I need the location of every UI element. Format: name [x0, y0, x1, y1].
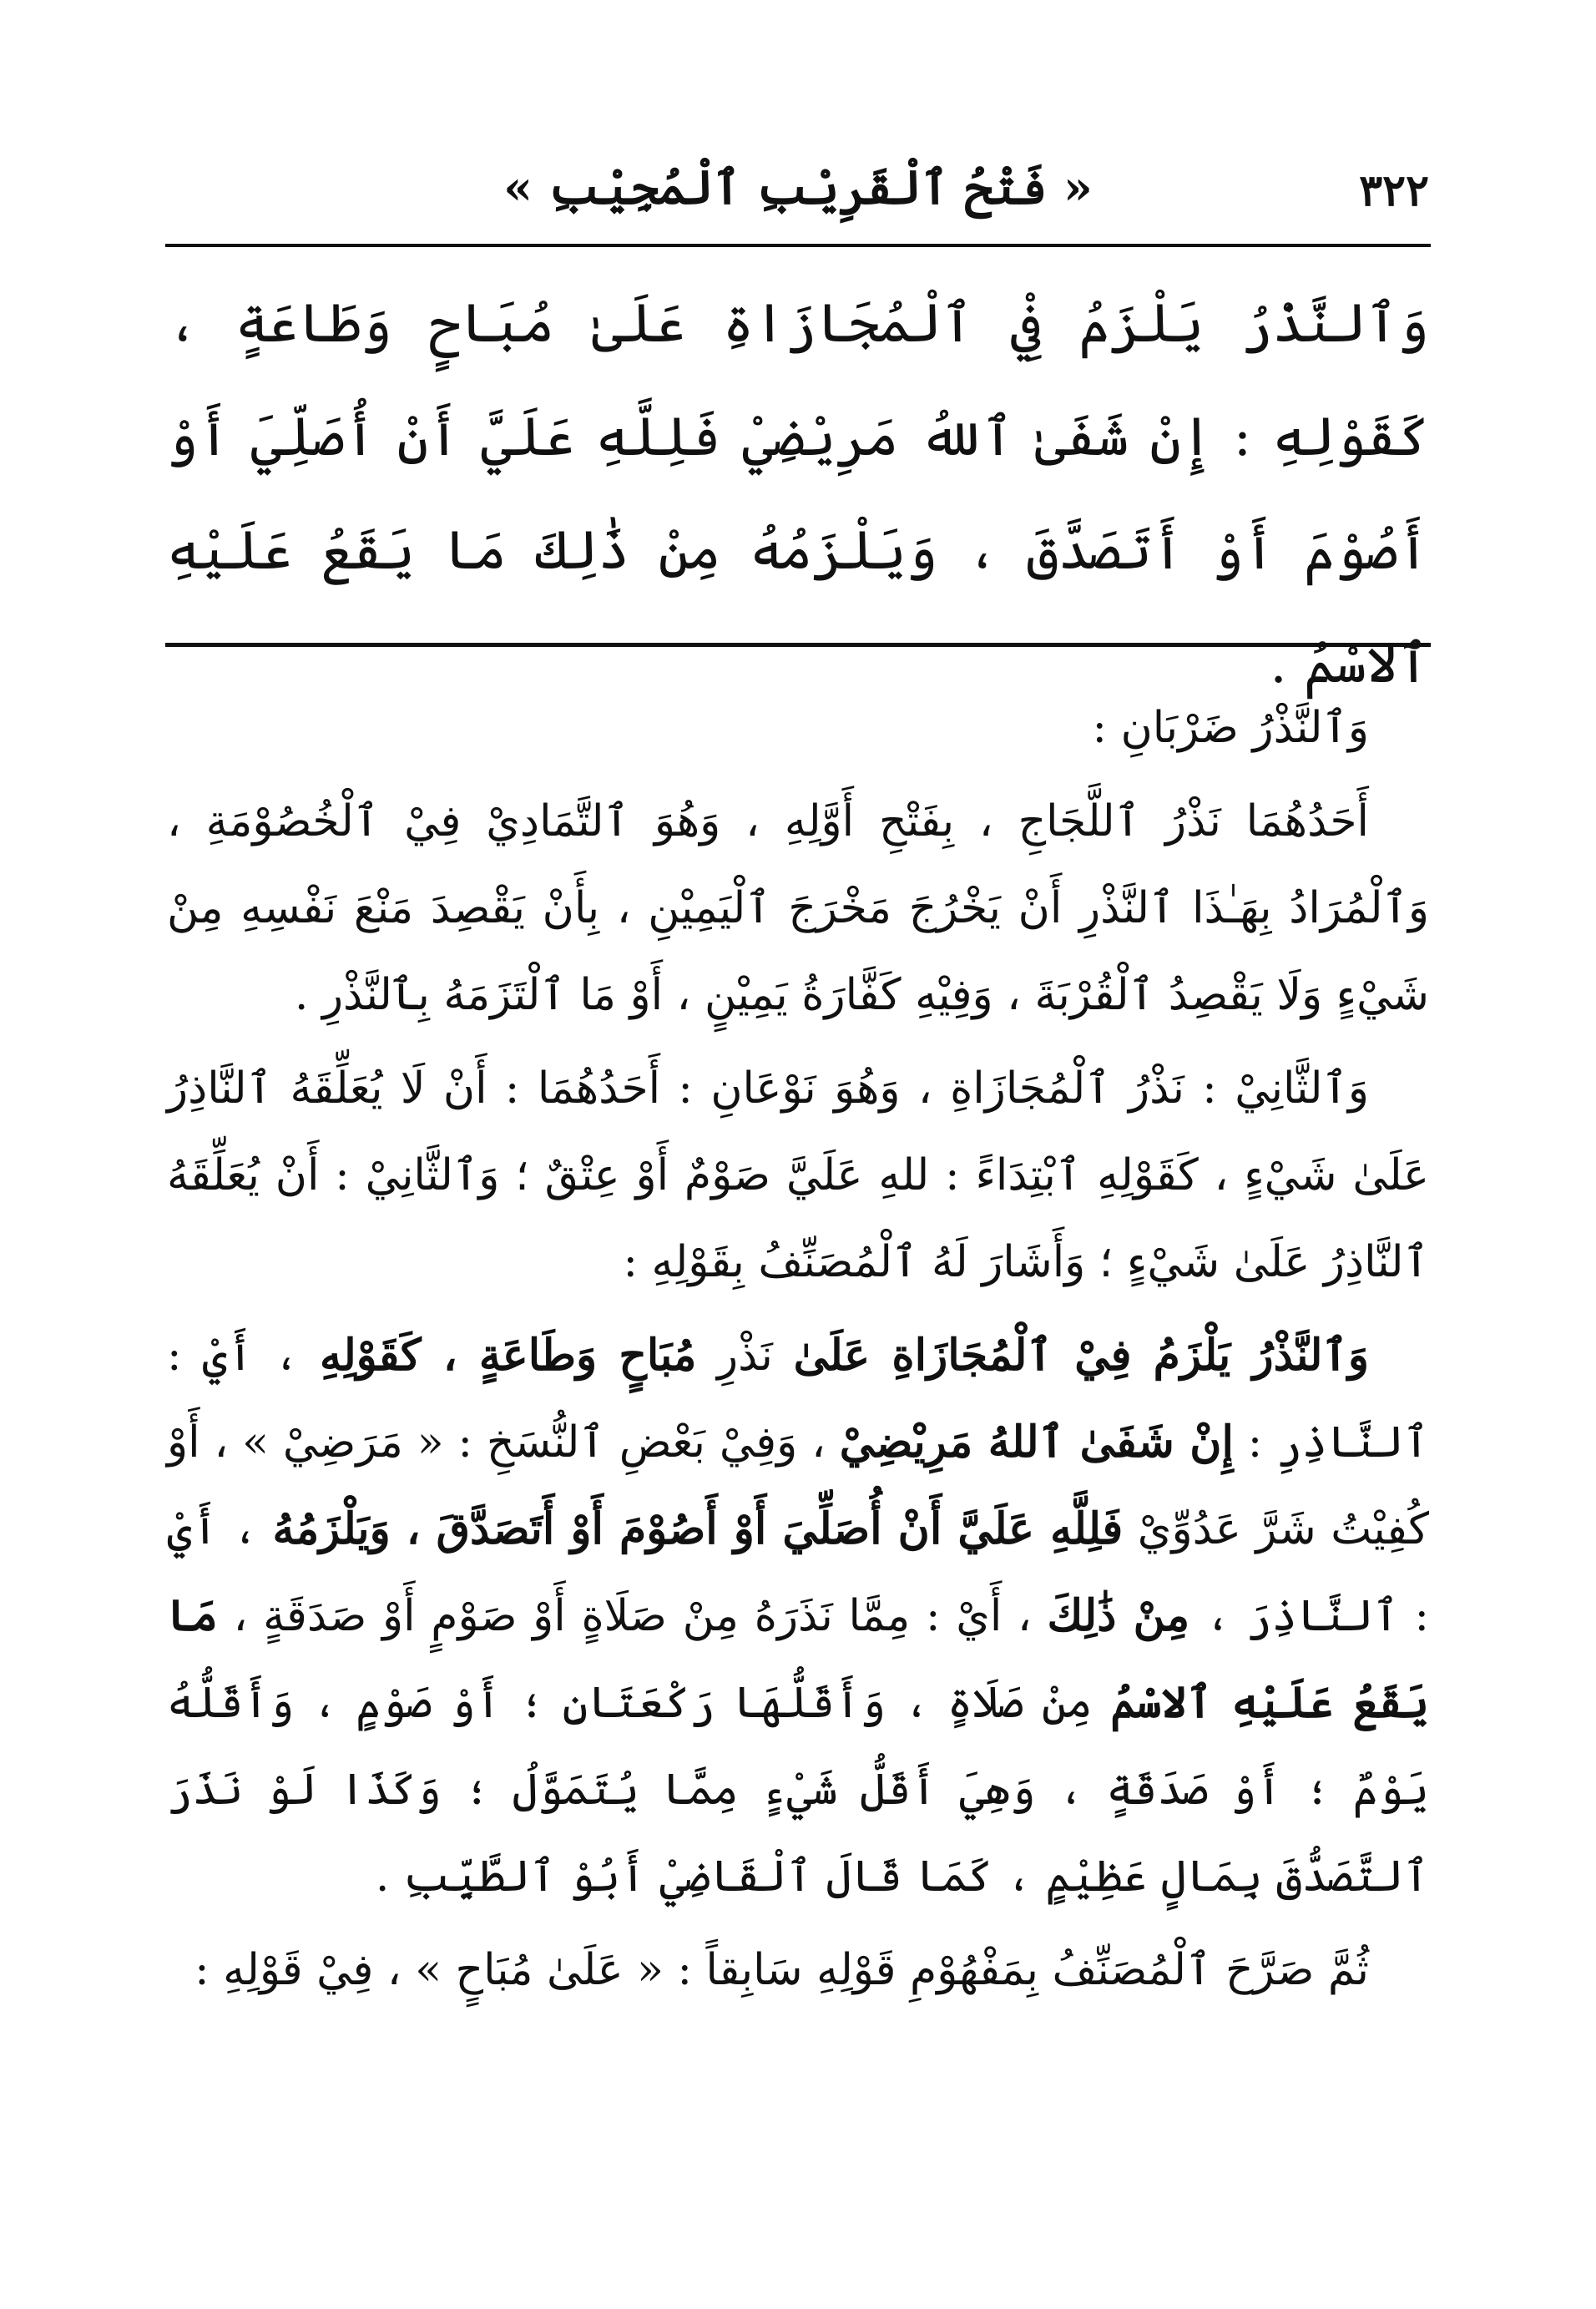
- matn-quote: وَٱلنَّذْرُ يَلْزَمُ فِيْ ٱلْمُجَازَاةِ عَلَىٰ: [793, 1330, 1370, 1381]
- commentary-text: نَذْرِ: [696, 1331, 794, 1381]
- commentary-text: مِنْ صَلَاةٍ ، وَأَقَلُّهَا رَكْعَتَانِ ؛ أَوْ صَوْمٍ ، وَأَقَلُّهُ يَوْمٌ ؛ أَوْ صَدَقَةٍ ، وَهِيَ أَقَلُّ شَيْءٍ مِمَّا يُتَمَوَّلُ ؛ وَكَذَا لَوْ نَذَرَ ٱلتَّصَدُّقَ بِمَالٍ عَظِيْمٍ ، كَمَا قَالَ ٱلْقَاضِيْ أَبُوْ ٱلطَّيِّبِ .: [167, 1678, 1429, 1902]
- sharh-paragraph: أَحَدُهُمَا نَذْرُ ٱللَّجَاجِ ، بِفَتْحِ أَوَّلِهِ ، وَهُوَ ٱلتَّمَادِيْ فِيْ ٱلْخُصُوْمَةِ ، وَٱلْمُرَادُ بِهَـٰذَا ٱلنَّذْرِ أَنْ يَخْرُجَ مَخْرَجَ ٱلْيَمِيْنِ ، بِأَنْ يَقْصِدَ مَنْعَ نَفْسِهِ مِنْ شَيْءٍ وَلَا يَقْصِدُ ٱلْقُرْبَةَ ، وَفِيْهِ كَفَّارَةُ يَمِيْنٍ ، أَوْ مَا ٱلْتَزَمَهُ بِٱلنَّذْرِ .: [167, 796, 1429, 1020]
- matn-quote: مُبَاحٍ وَطَاعَةٍ ، كَقَوْلِهِ: [319, 1330, 697, 1381]
- sharh-paragraph: ثُمَّ صَرَّحَ ٱلْمُصَنِّفُ بِمَفْهُوْمِ قَوْلِهِ سَابِقاً : « عَلَىٰ مُبَاحٍ » ، فِيْ قَوْلِهِ :: [194, 1945, 1369, 1995]
- commentary-text: ، أَيْ : ٱلنَّاذِرِ :: [167, 1331, 1430, 1468]
- sharh-paragraph-with-matn: [167, 1312, 1429, 1920]
- sharh-commentary: [167, 685, 1429, 2013]
- matn-quote: إِنْ شَفَىٰ ٱللهُ مَرِيْضِيْ: [839, 1417, 1234, 1468]
- matn-quote: مِنْ ذَٰلِكَ: [1047, 1590, 1190, 1641]
- book-title: « فَتْحُ ٱلْقَرِيْبِ ٱلْمُجِيْبِ »: [503, 160, 1093, 215]
- sharh-paragraph: وَٱلنَّذْرُ ضَرْبَانِ :: [1092, 703, 1369, 753]
- matn-text: وَٱلنَّذْرُ يَلْزَمُ فِيْ ٱلْمُجَازَاةِ عَلَىٰ مُبَاحٍ وَطَاعَةٍ ، كَقَوْلِهِ : إِنْ شَفَىٰ ٱللهُ مَرِيْضِيْ فَلِلَّهِ عَلَيَّ أَنْ أُصَلِّيَ أَوْ أَصُوْمَ أَوْ أَتَصَدَّقَ ، وَيَلْزَمُهُ مِنْ ذَٰلِكَ مَا يَقَعُ عَلَيْهِ ٱلاسْمُ .: [167, 293, 1429, 695]
- matn-sharh-divider: [165, 643, 1431, 647]
- header-rule: [165, 244, 1431, 247]
- running-header: [167, 157, 1429, 224]
- sharh-paragraph: وَٱلثَّانِيْ : نَذْرُ ٱلْمُجَازَاةِ ، وَهُوَ نَوْعَانِ : أَحَدُهُمَا : أَنْ لَا يُعَلِّقَهُ ٱلنَّاذِرُ عَلَىٰ شَيْءٍ ، كَقَوْلِهِ ٱبْتِدَاءً : للهِ عَلَيَّ صَوْمٌ أَوْ عِتْقٌ ؛ وَٱلثَّانِيْ : أَنْ يُعَلِّقَهُ ٱلنَّاذِرُ عَلَىٰ شَيْءٍ ؛ وَأَشَارَ لَهُ ٱلْمُصَنِّفُ بِقَوْلِهِ :: [167, 1064, 1429, 1287]
- matn-quote: فَلِلَّهِ عَلَيَّ أَنْ أُصَلِّيَ أَوْ أَصُوْمَ أَوْ أَتَصَدَّقَ ، وَيَلْزَمُهُ: [272, 1503, 1124, 1554]
- matn-quote: مَا يَقَعُ عَلَيْهِ ٱلاسْمُ: [167, 1590, 1429, 1728]
- commentary-text: ، أَيْ : مِمَّا نَذَرَهُ مِنْ صَلَاةٍ أَوْ صَوْمٍ أَوْ صَدَقَةٍ ،: [217, 1591, 1048, 1641]
- commentary-text: ، وَفِيْ بَعْضِ ٱلنُّسَخِ : « مَرَضِيْ » ، أَوْ كُفِيْتُ شَرَّ عَدُوِّيْ: [167, 1417, 1430, 1554]
- page-number: ٣٢٢: [1359, 165, 1429, 216]
- commentary-text: ، أَيْ : ٱلنَّاذِرَ ،: [167, 1504, 1429, 1641]
